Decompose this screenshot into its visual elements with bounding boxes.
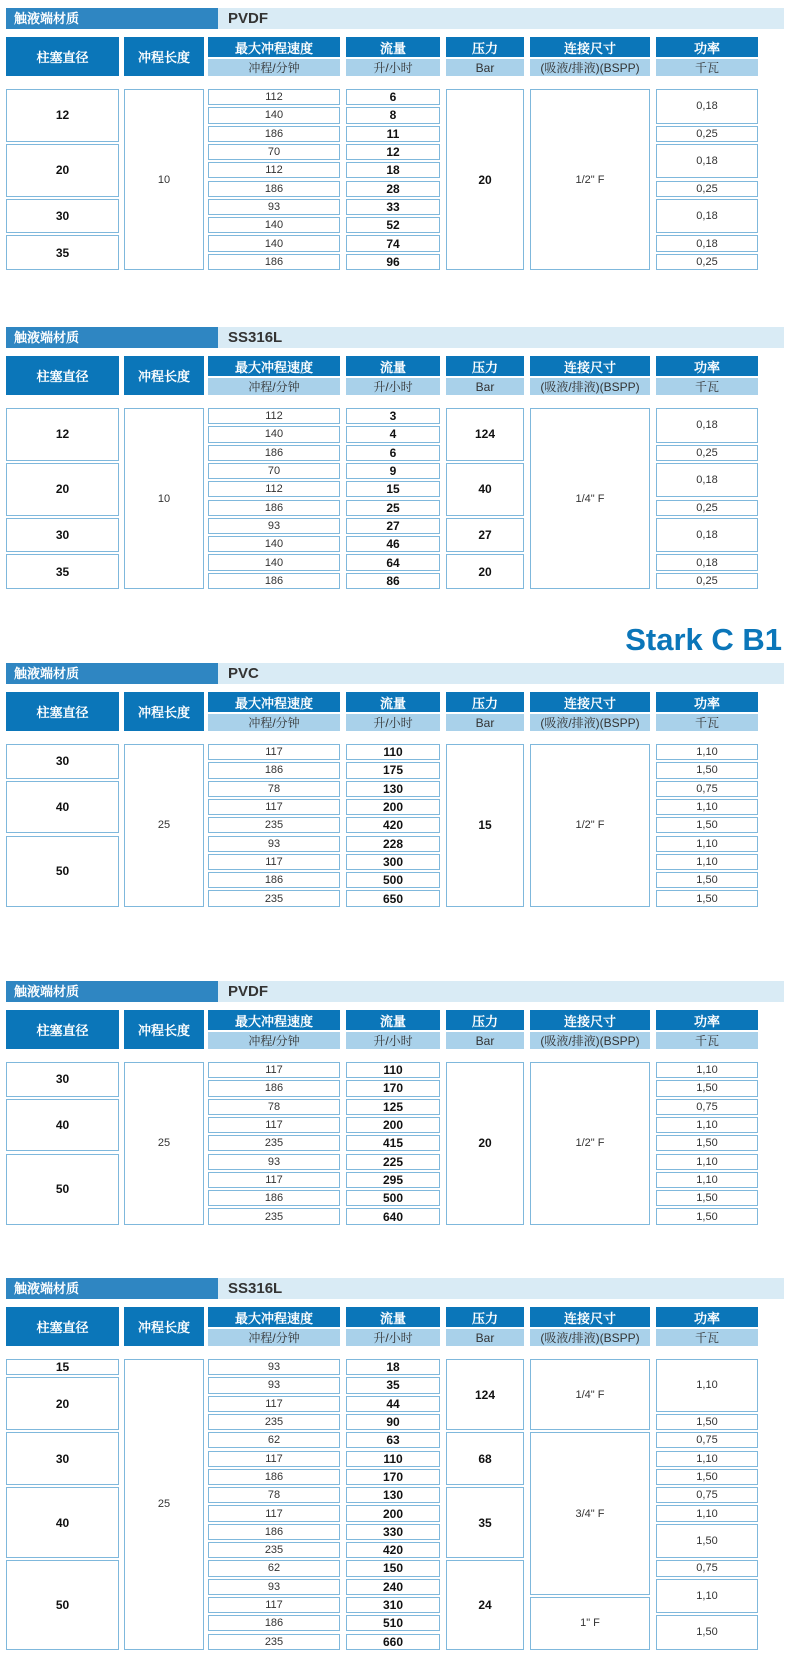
speed-cell: 117 xyxy=(208,744,340,760)
flow-cell: 28 xyxy=(346,181,440,197)
header-speed: 最大冲程速度 xyxy=(208,37,340,57)
flow-cell: 175 xyxy=(346,762,440,778)
speed-cell: 140 xyxy=(208,536,340,552)
header-conn: 连接尺寸 xyxy=(530,1010,650,1030)
flow-cell: 11 xyxy=(346,126,440,142)
power-cell: 1,50 xyxy=(656,872,758,888)
power-cell: 0,18 xyxy=(656,235,758,251)
subheader-flow: 升/小时 xyxy=(346,378,440,395)
speed-cell: 186 xyxy=(208,872,340,888)
flow-cell: 660 xyxy=(346,1634,440,1650)
flow-cell: 420 xyxy=(346,1542,440,1558)
header-press: 压力 xyxy=(446,356,524,376)
subheader-conn: (吸液/排液)(BSPP) xyxy=(530,59,650,76)
speed-cell: 235 xyxy=(208,1634,340,1650)
speed-cell: 235 xyxy=(208,1542,340,1558)
pressure-cell: 124 xyxy=(446,1359,524,1430)
flow-cell: 63 xyxy=(346,1432,440,1448)
subheader-speed: 冲程/分钟 xyxy=(208,1032,340,1049)
power-cell: 1,50 xyxy=(656,1190,758,1206)
speed-cell: 235 xyxy=(208,1414,340,1430)
flow-cell: 500 xyxy=(346,872,440,888)
header-speed: 最大冲程速度 xyxy=(208,692,340,712)
flow-cell: 420 xyxy=(346,817,440,833)
speed-cell: 78 xyxy=(208,781,340,797)
flow-cell: 86 xyxy=(346,573,440,589)
speed-cell: 117 xyxy=(208,799,340,815)
speed-cell: 93 xyxy=(208,1154,340,1170)
speed-cell: 117 xyxy=(208,1117,340,1133)
flow-cell: 130 xyxy=(346,781,440,797)
header-plunger: 柱塞直径 xyxy=(6,1307,119,1346)
power-cell: 0,25 xyxy=(656,254,758,270)
plunger-diameter-cell: 12 xyxy=(6,89,119,142)
power-cell: 1,50 xyxy=(656,762,758,778)
power-cell: 1,10 xyxy=(656,1117,758,1133)
subheader-press: Bar xyxy=(446,714,524,731)
power-cell: 1,50 xyxy=(656,1208,758,1224)
power-cell: 0,18 xyxy=(656,554,758,570)
header-flow: 流量 xyxy=(346,1010,440,1030)
flow-cell: 110 xyxy=(346,744,440,760)
speed-cell: 93 xyxy=(208,1359,340,1375)
flow-cell: 415 xyxy=(346,1135,440,1151)
speed-cell: 186 xyxy=(208,1524,340,1540)
plunger-diameter-cell: 35 xyxy=(6,235,119,270)
flow-cell: 4 xyxy=(346,426,440,442)
stroke-length-cell: 25 xyxy=(124,1359,204,1650)
power-cell: 1,10 xyxy=(656,1505,758,1521)
power-cell: 0,18 xyxy=(656,199,758,234)
stroke-length-cell: 10 xyxy=(124,89,204,270)
speed-cell: 93 xyxy=(208,199,340,215)
flow-cell: 150 xyxy=(346,1560,440,1576)
power-cell: 1,10 xyxy=(656,1359,758,1412)
flow-cell: 510 xyxy=(346,1615,440,1631)
header-conn: 连接尺寸 xyxy=(530,356,650,376)
subheader-power: 千瓦 xyxy=(656,378,758,395)
header-flow: 流量 xyxy=(346,1307,440,1327)
pressure-cell: 15 xyxy=(446,744,524,907)
power-cell: 1,10 xyxy=(656,854,758,870)
header-speed: 最大冲程速度 xyxy=(208,1307,340,1327)
header-stroke: 冲程长度 xyxy=(124,37,204,76)
subheader-power: 千瓦 xyxy=(656,59,758,76)
pressure-cell: 20 xyxy=(446,89,524,270)
flow-cell: 650 xyxy=(346,890,440,906)
plunger-diameter-cell: 20 xyxy=(6,463,119,516)
speed-cell: 112 xyxy=(208,162,340,178)
power-cell: 1,50 xyxy=(656,1524,758,1559)
pressure-cell: 68 xyxy=(446,1432,524,1485)
subheader-press: Bar xyxy=(446,1329,524,1346)
material-name: PVDF xyxy=(228,983,269,1000)
connection-size-cell: 1/4" F xyxy=(530,1359,650,1430)
header-power: 功率 xyxy=(656,692,758,712)
header-conn: 连接尺寸 xyxy=(530,1307,650,1327)
flow-cell: 295 xyxy=(346,1172,440,1188)
pressure-cell: 40 xyxy=(446,463,524,516)
speed-cell: 93 xyxy=(208,836,340,852)
subheader-conn: (吸液/排液)(BSPP) xyxy=(530,714,650,731)
header-stroke: 冲程长度 xyxy=(124,692,204,731)
header-conn: 连接尺寸 xyxy=(530,37,650,57)
header-plunger: 柱塞直径 xyxy=(6,692,119,731)
subheader-conn: (吸液/排液)(BSPP) xyxy=(530,1032,650,1049)
speed-cell: 117 xyxy=(208,854,340,870)
plunger-diameter-cell: 50 xyxy=(6,836,119,907)
plunger-diameter-cell: 40 xyxy=(6,1487,119,1558)
brand-title: Stark C B1 xyxy=(625,622,782,657)
header-stroke: 冲程长度 xyxy=(124,1010,204,1049)
connection-size-cell: 1" F xyxy=(530,1597,650,1650)
power-cell: 1,10 xyxy=(656,799,758,815)
pressure-cell: 124 xyxy=(446,408,524,461)
flow-cell: 6 xyxy=(346,445,440,461)
speed-cell: 140 xyxy=(208,107,340,123)
speed-cell: 93 xyxy=(208,518,340,534)
flow-cell: 3 xyxy=(346,408,440,424)
power-cell: 1,50 xyxy=(656,817,758,833)
connection-size-cell: 1/2" F xyxy=(530,1062,650,1225)
plunger-diameter-cell: 12 xyxy=(6,408,119,461)
stroke-length-cell: 25 xyxy=(124,744,204,907)
speed-cell: 93 xyxy=(208,1579,340,1595)
flow-cell: 130 xyxy=(346,1487,440,1503)
header-plunger: 柱塞直径 xyxy=(6,1010,119,1049)
power-cell: 0,25 xyxy=(656,445,758,461)
speed-cell: 186 xyxy=(208,445,340,461)
plunger-diameter-cell: 30 xyxy=(6,744,119,779)
power-cell: 0,18 xyxy=(656,518,758,553)
power-cell: 1,50 xyxy=(656,1080,758,1096)
speed-cell: 117 xyxy=(208,1505,340,1521)
flow-cell: 33 xyxy=(346,199,440,215)
power-cell: 1,10 xyxy=(656,1062,758,1078)
flow-cell: 9 xyxy=(346,463,440,479)
flow-cell: 225 xyxy=(346,1154,440,1170)
flow-cell: 110 xyxy=(346,1062,440,1078)
header-power: 功率 xyxy=(656,37,758,57)
speed-cell: 186 xyxy=(208,1080,340,1096)
speed-cell: 186 xyxy=(208,762,340,778)
plunger-diameter-cell: 30 xyxy=(6,518,119,553)
speed-cell: 140 xyxy=(208,235,340,251)
power-cell: 1,10 xyxy=(656,836,758,852)
flow-cell: 6 xyxy=(346,89,440,105)
stroke-length-cell: 10 xyxy=(124,408,204,589)
header-stroke: 冲程长度 xyxy=(124,1307,204,1346)
power-cell: 0,18 xyxy=(656,144,758,179)
pressure-cell: 20 xyxy=(446,1062,524,1225)
subheader-conn: (吸液/排液)(BSPP) xyxy=(530,378,650,395)
speed-cell: 186 xyxy=(208,254,340,270)
speed-cell: 186 xyxy=(208,573,340,589)
header-press: 压力 xyxy=(446,692,524,712)
speed-cell: 235 xyxy=(208,817,340,833)
flow-cell: 25 xyxy=(346,500,440,516)
speed-cell: 186 xyxy=(208,1469,340,1485)
speed-cell: 78 xyxy=(208,1099,340,1115)
material-label: 触液端材质 xyxy=(6,981,218,1002)
subheader-power: 千瓦 xyxy=(656,1329,758,1346)
plunger-diameter-cell: 20 xyxy=(6,1377,119,1430)
speed-cell: 186 xyxy=(208,1190,340,1206)
subheader-speed: 冲程/分钟 xyxy=(208,59,340,76)
flow-cell: 240 xyxy=(346,1579,440,1595)
header-stroke: 冲程长度 xyxy=(124,356,204,395)
plunger-diameter-cell: 30 xyxy=(6,1062,119,1097)
subheader-power: 千瓦 xyxy=(656,1032,758,1049)
subheader-power: 千瓦 xyxy=(656,714,758,731)
header-flow: 流量 xyxy=(346,356,440,376)
flow-cell: 35 xyxy=(346,1377,440,1393)
speed-cell: 186 xyxy=(208,181,340,197)
flow-cell: 74 xyxy=(346,235,440,251)
header-speed: 最大冲程速度 xyxy=(208,356,340,376)
material-label: 触液端材质 xyxy=(6,8,218,29)
speed-cell: 117 xyxy=(208,1172,340,1188)
plunger-diameter-cell: 20 xyxy=(6,144,119,197)
flow-cell: 12 xyxy=(346,144,440,160)
header-plunger: 柱塞直径 xyxy=(6,356,119,395)
power-cell: 0,18 xyxy=(656,408,758,443)
material-name: PVDF xyxy=(228,10,269,27)
plunger-diameter-cell: 30 xyxy=(6,1432,119,1485)
power-cell: 0,25 xyxy=(656,500,758,516)
power-cell: 1,10 xyxy=(656,1154,758,1170)
header-press: 压力 xyxy=(446,1307,524,1327)
subheader-flow: 升/小时 xyxy=(346,1032,440,1049)
header-flow: 流量 xyxy=(346,37,440,57)
flow-cell: 44 xyxy=(346,1396,440,1412)
pressure-cell: 24 xyxy=(446,1560,524,1650)
subheader-speed: 冲程/分钟 xyxy=(208,378,340,395)
plunger-diameter-cell: 40 xyxy=(6,781,119,834)
speed-cell: 186 xyxy=(208,500,340,516)
power-cell: 1,50 xyxy=(656,1414,758,1430)
plunger-diameter-cell: 30 xyxy=(6,199,119,234)
speed-cell: 140 xyxy=(208,426,340,442)
connection-size-cell: 1/4" F xyxy=(530,408,650,589)
speed-cell: 117 xyxy=(208,1597,340,1613)
flow-cell: 170 xyxy=(346,1469,440,1485)
speed-cell: 70 xyxy=(208,463,340,479)
flow-cell: 18 xyxy=(346,1359,440,1375)
connection-size-cell: 1/2" F xyxy=(530,744,650,907)
material-label: 触液端材质 xyxy=(6,327,218,348)
power-cell: 0,25 xyxy=(656,573,758,589)
subheader-speed: 冲程/分钟 xyxy=(208,1329,340,1346)
material-label: 触液端材质 xyxy=(6,663,218,684)
flow-cell: 170 xyxy=(346,1080,440,1096)
speed-cell: 117 xyxy=(208,1062,340,1078)
material-name: SS316L xyxy=(228,329,283,346)
pressure-cell: 35 xyxy=(446,1487,524,1558)
speed-cell: 117 xyxy=(208,1396,340,1412)
power-cell: 1,50 xyxy=(656,1615,758,1650)
flow-cell: 300 xyxy=(346,854,440,870)
subheader-press: Bar xyxy=(446,378,524,395)
flow-cell: 640 xyxy=(346,1208,440,1224)
power-cell: 1,10 xyxy=(656,744,758,760)
power-cell: 0,75 xyxy=(656,1560,758,1576)
speed-cell: 235 xyxy=(208,1208,340,1224)
subheader-press: Bar xyxy=(446,59,524,76)
subheader-speed: 冲程/分钟 xyxy=(208,714,340,731)
header-press: 压力 xyxy=(446,1010,524,1030)
power-cell: 0,25 xyxy=(656,126,758,142)
power-cell: 1,50 xyxy=(656,1469,758,1485)
speed-cell: 70 xyxy=(208,144,340,160)
subheader-press: Bar xyxy=(446,1032,524,1049)
subheader-flow: 升/小时 xyxy=(346,714,440,731)
pressure-cell: 20 xyxy=(446,554,524,589)
speed-cell: 62 xyxy=(208,1432,340,1448)
speed-cell: 112 xyxy=(208,89,340,105)
flow-cell: 15 xyxy=(346,481,440,497)
power-cell: 0,75 xyxy=(656,1487,758,1503)
flow-cell: 90 xyxy=(346,1414,440,1430)
header-press: 压力 xyxy=(446,37,524,57)
speed-cell: 112 xyxy=(208,408,340,424)
header-power: 功率 xyxy=(656,1307,758,1327)
power-cell: 0,25 xyxy=(656,181,758,197)
power-cell: 1,50 xyxy=(656,1135,758,1151)
power-cell: 1,10 xyxy=(656,1172,758,1188)
power-cell: 0,18 xyxy=(656,89,758,124)
flow-cell: 500 xyxy=(346,1190,440,1206)
flow-cell: 200 xyxy=(346,799,440,815)
flow-cell: 52 xyxy=(346,217,440,233)
power-cell: 0,75 xyxy=(656,1432,758,1448)
speed-cell: 117 xyxy=(208,1451,340,1467)
plunger-diameter-cell: 50 xyxy=(6,1560,119,1650)
subheader-conn: (吸液/排液)(BSPP) xyxy=(530,1329,650,1346)
speed-cell: 235 xyxy=(208,1135,340,1151)
speed-cell: 140 xyxy=(208,217,340,233)
flow-cell: 96 xyxy=(346,254,440,270)
plunger-diameter-cell: 35 xyxy=(6,554,119,589)
flow-cell: 310 xyxy=(346,1597,440,1613)
material-name: PVC xyxy=(228,665,259,682)
subheader-flow: 升/小时 xyxy=(346,59,440,76)
speed-cell: 140 xyxy=(208,554,340,570)
speed-cell: 62 xyxy=(208,1560,340,1576)
pressure-cell: 27 xyxy=(446,518,524,553)
speed-cell: 235 xyxy=(208,890,340,906)
flow-cell: 64 xyxy=(346,554,440,570)
power-cell: 1,10 xyxy=(656,1451,758,1467)
header-speed: 最大冲程速度 xyxy=(208,1010,340,1030)
flow-cell: 8 xyxy=(346,107,440,123)
flow-cell: 18 xyxy=(346,162,440,178)
flow-cell: 330 xyxy=(346,1524,440,1540)
material-name: SS316L xyxy=(228,1280,283,1297)
flow-cell: 200 xyxy=(346,1505,440,1521)
power-cell: 1,50 xyxy=(656,890,758,906)
header-power: 功率 xyxy=(656,356,758,376)
flow-cell: 27 xyxy=(346,518,440,534)
speed-cell: 112 xyxy=(208,481,340,497)
material-label: 触液端材质 xyxy=(6,1278,218,1299)
connection-size-cell: 1/2" F xyxy=(530,89,650,270)
flow-cell: 125 xyxy=(346,1099,440,1115)
connection-size-cell: 3/4" F xyxy=(530,1432,650,1595)
header-flow: 流量 xyxy=(346,692,440,712)
header-conn: 连接尺寸 xyxy=(530,692,650,712)
flow-cell: 200 xyxy=(346,1117,440,1133)
flow-cell: 46 xyxy=(346,536,440,552)
plunger-diameter-cell: 15 xyxy=(6,1359,119,1375)
stroke-length-cell: 25 xyxy=(124,1062,204,1225)
speed-cell: 186 xyxy=(208,126,340,142)
flow-cell: 110 xyxy=(346,1451,440,1467)
header-plunger: 柱塞直径 xyxy=(6,37,119,76)
plunger-diameter-cell: 40 xyxy=(6,1099,119,1152)
power-cell: 0,75 xyxy=(656,1099,758,1115)
power-cell: 0,18 xyxy=(656,463,758,498)
power-cell: 1,10 xyxy=(656,1579,758,1614)
speed-cell: 78 xyxy=(208,1487,340,1503)
flow-cell: 228 xyxy=(346,836,440,852)
plunger-diameter-cell: 50 xyxy=(6,1154,119,1225)
power-cell: 0,75 xyxy=(656,781,758,797)
speed-cell: 186 xyxy=(208,1615,340,1631)
header-power: 功率 xyxy=(656,1010,758,1030)
subheader-flow: 升/小时 xyxy=(346,1329,440,1346)
speed-cell: 93 xyxy=(208,1377,340,1393)
